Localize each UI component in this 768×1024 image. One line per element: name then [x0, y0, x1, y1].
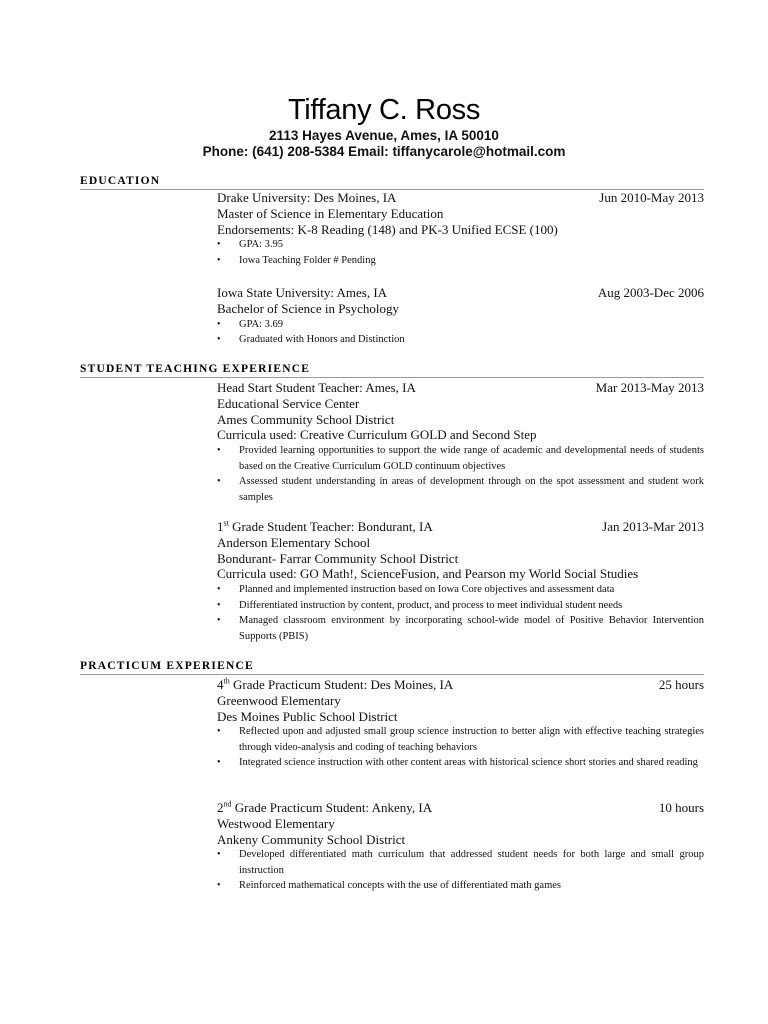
entry-date: 25 hours	[658, 677, 704, 692]
candidate-name: Tiffany C. Ross	[287, 94, 481, 126]
bullet-item: • GPA: 3.69	[217, 318, 283, 330]
education-section	[80, 174, 704, 190]
bullet-item: • Managed classroom environment by incorporating school-wide model of Positive Behavior Intervention Supports (PBIS)	[217, 615, 704, 642]
bullet-item: • Provided learning opportunities to support the wide range of academic and developmental needs of students based on the Creative Curriculum GOLD continuum objectives	[217, 445, 704, 472]
entry-org: 1st Grade Student Teacher: Bondurant, IA	[217, 518, 433, 534]
bullet-item: • Assessed student understanding in areas of development through on the spot assessment and student work samples	[217, 476, 704, 503]
entry-date: Aug 2003-Dec 2006	[597, 285, 704, 300]
bullet-item: • Developed differentiated math curriculum that addressed student needs for both large and small group instruction	[217, 849, 704, 876]
entry-line: Master of Science in Elementary Education	[217, 205, 444, 221]
entry-date: Jun 2010-May 2013	[599, 190, 704, 205]
resume-header	[0, 92, 768, 160]
entry-line: Anderson Elementary School	[217, 534, 371, 550]
practicum-entry-westwood	[217, 800, 704, 894]
bullet-list	[217, 582, 704, 644]
entry-date: 10 hours	[658, 800, 704, 815]
entry-line: Greenwood Elementary	[217, 692, 341, 708]
education-entry-drake	[217, 190, 704, 268]
bullet-list	[217, 317, 704, 348]
student-teaching-section	[80, 362, 704, 378]
bullet-list	[217, 724, 704, 771]
bullet-list	[217, 237, 704, 268]
bullet-list	[217, 443, 704, 505]
entry-line: Westwood Elementary	[217, 815, 335, 831]
education-entry-isu	[217, 285, 704, 348]
entry-line: Endorsements: K-8 Reading (148) and PK-3 Unified ECSE (100)	[217, 221, 558, 237]
practicum-entry-greenwood	[217, 677, 704, 771]
student-teaching-entry-bondurant	[217, 519, 704, 644]
bullet-item: • GPA: 3.95	[217, 239, 283, 251]
entry-line: Bachelor of Science in Psychology	[217, 300, 399, 316]
entry-line: Des Moines Public School District	[217, 708, 398, 724]
student-teaching-entry-headstart	[217, 380, 704, 505]
entry-line: Curricula used: GO Math!, ScienceFusion, and Pearson my World Social Studies	[217, 566, 639, 582]
entry-line: Ames Community School District	[217, 411, 395, 427]
entry-org: Head Start Student Teacher: Ames, IA	[217, 380, 416, 395]
bullet-item: • Iowa Teaching Folder # Pending	[217, 254, 376, 266]
section-title-practicum: PRACTICUM EXPERIENCE	[80, 659, 704, 675]
entry-line: Educational Service Center	[217, 395, 360, 411]
phone-email-line: Phone: (641) 208-5384 Email: tiffanycarole@hotmail.com	[202, 144, 566, 159]
bullet-item: • Reflected upon and adjusted small group science instruction to better align with effective teaching strategies through video-analysis and coding of teaching behaviors	[217, 726, 704, 753]
practicum-section	[80, 659, 704, 675]
section-title-student-teaching: STUDENT TEACHING EXPERIENCE	[80, 362, 704, 378]
entry-date: Mar 2013-May 2013	[595, 380, 704, 395]
bullet-list	[217, 847, 704, 894]
entry-line: Ankeny Community School District	[217, 831, 406, 847]
entry-org: Drake University: Des Moines, IA	[217, 190, 397, 205]
bullet-item: • Reinforced mathematical concepts with the use of differentiated math games	[217, 880, 561, 892]
bullet-item: • Planned and implemented instruction based on Iowa Core objectives and assessment data	[217, 584, 615, 596]
address-line: 2113 Hayes Avenue, Ames, IA 50010	[269, 128, 499, 143]
bullet-item: • Differentiated instruction by content, product, and process to meet individual student needs	[217, 599, 623, 611]
entry-org: Iowa State University: Ames, IA	[217, 285, 388, 300]
entry-line: Bondurant- Farrar Community School District	[217, 550, 459, 566]
section-title-education: EDUCATION	[80, 174, 704, 190]
entry-line: Curricula used: Creative Curriculum GOLD and Second Step	[217, 427, 537, 443]
bullet-item: • Graduated with Honors and Distinction	[217, 334, 405, 346]
entry-date: Jan 2013-Mar 2013	[602, 519, 704, 534]
bullet-item: • Integrated science instruction with other content areas with historical science short stories and shared reading	[217, 757, 698, 769]
entry-org: 4th Grade Practicum Student: Des Moines, IA	[217, 676, 454, 692]
entry-org: 2nd Grade Practicum Student: Ankeny, IA	[217, 799, 433, 815]
